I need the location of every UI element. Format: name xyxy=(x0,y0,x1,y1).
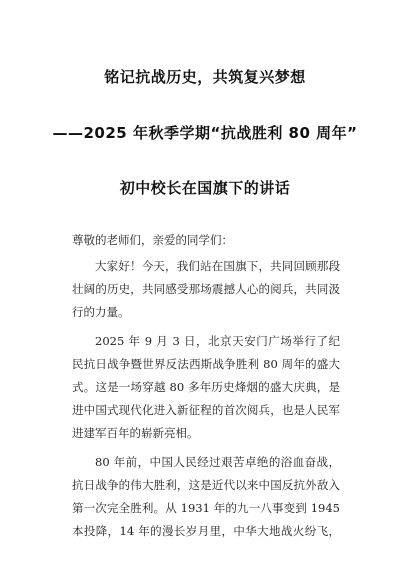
document-subtitle: ——2025 年秋季学期“抗战胜利 80 周年” xyxy=(52,124,358,142)
paragraph-line: 80 年前，中国人民经过艰苦卓绝的浴血奋战， xyxy=(95,455,340,469)
paragraph-line: 民抗日战争暨世界反法西斯战争胜利 80 周年的盛大 xyxy=(72,357,340,371)
paragraph-line: 本投降，14 年的漫长岁月里，中华大地战火纷飞， xyxy=(72,524,340,538)
paragraph xyxy=(72,255,340,324)
paragraph-line: 式。这是一场穿越 80 多年历史烽烟的盛大庆典，是 xyxy=(72,380,340,394)
speech-heading: 初中校长在国旗下的讲话 xyxy=(119,179,291,197)
paragraph-line: 壮阔的历史，共同感受那场震撼人心的阅兵，共同汲 xyxy=(72,282,340,296)
paragraph-line: 进建军百年的崭新亮相。 xyxy=(72,426,199,440)
paragraph-line: 大家好！今天，我们站在国旗下，共同回顾那段 xyxy=(95,259,340,273)
salutation: 尊敬的老师们，亲爱的同学们： xyxy=(72,233,233,247)
paragraph-line: 第一次完全胜利。从 1931 年的九一八事变到 1945 xyxy=(72,501,340,515)
paragraph-line: 2025 年 9 月 3 日，北京天安门广场举行了纪 xyxy=(95,334,340,348)
paragraph-line: 进中国式现代化进入新征程的首次阅兵，也是人民军 xyxy=(72,403,340,417)
paragraph-line: 行的力量。 xyxy=(72,305,130,319)
paragraph xyxy=(72,330,340,445)
paragraph-line: 抗日战争的伟大胜利，这是近代以来中国反抗外敌入 xyxy=(72,478,340,492)
document-title: 铭记抗战历史，共筑复兴梦想 xyxy=(104,68,306,86)
paragraph xyxy=(72,451,340,543)
speech-body xyxy=(72,255,340,549)
